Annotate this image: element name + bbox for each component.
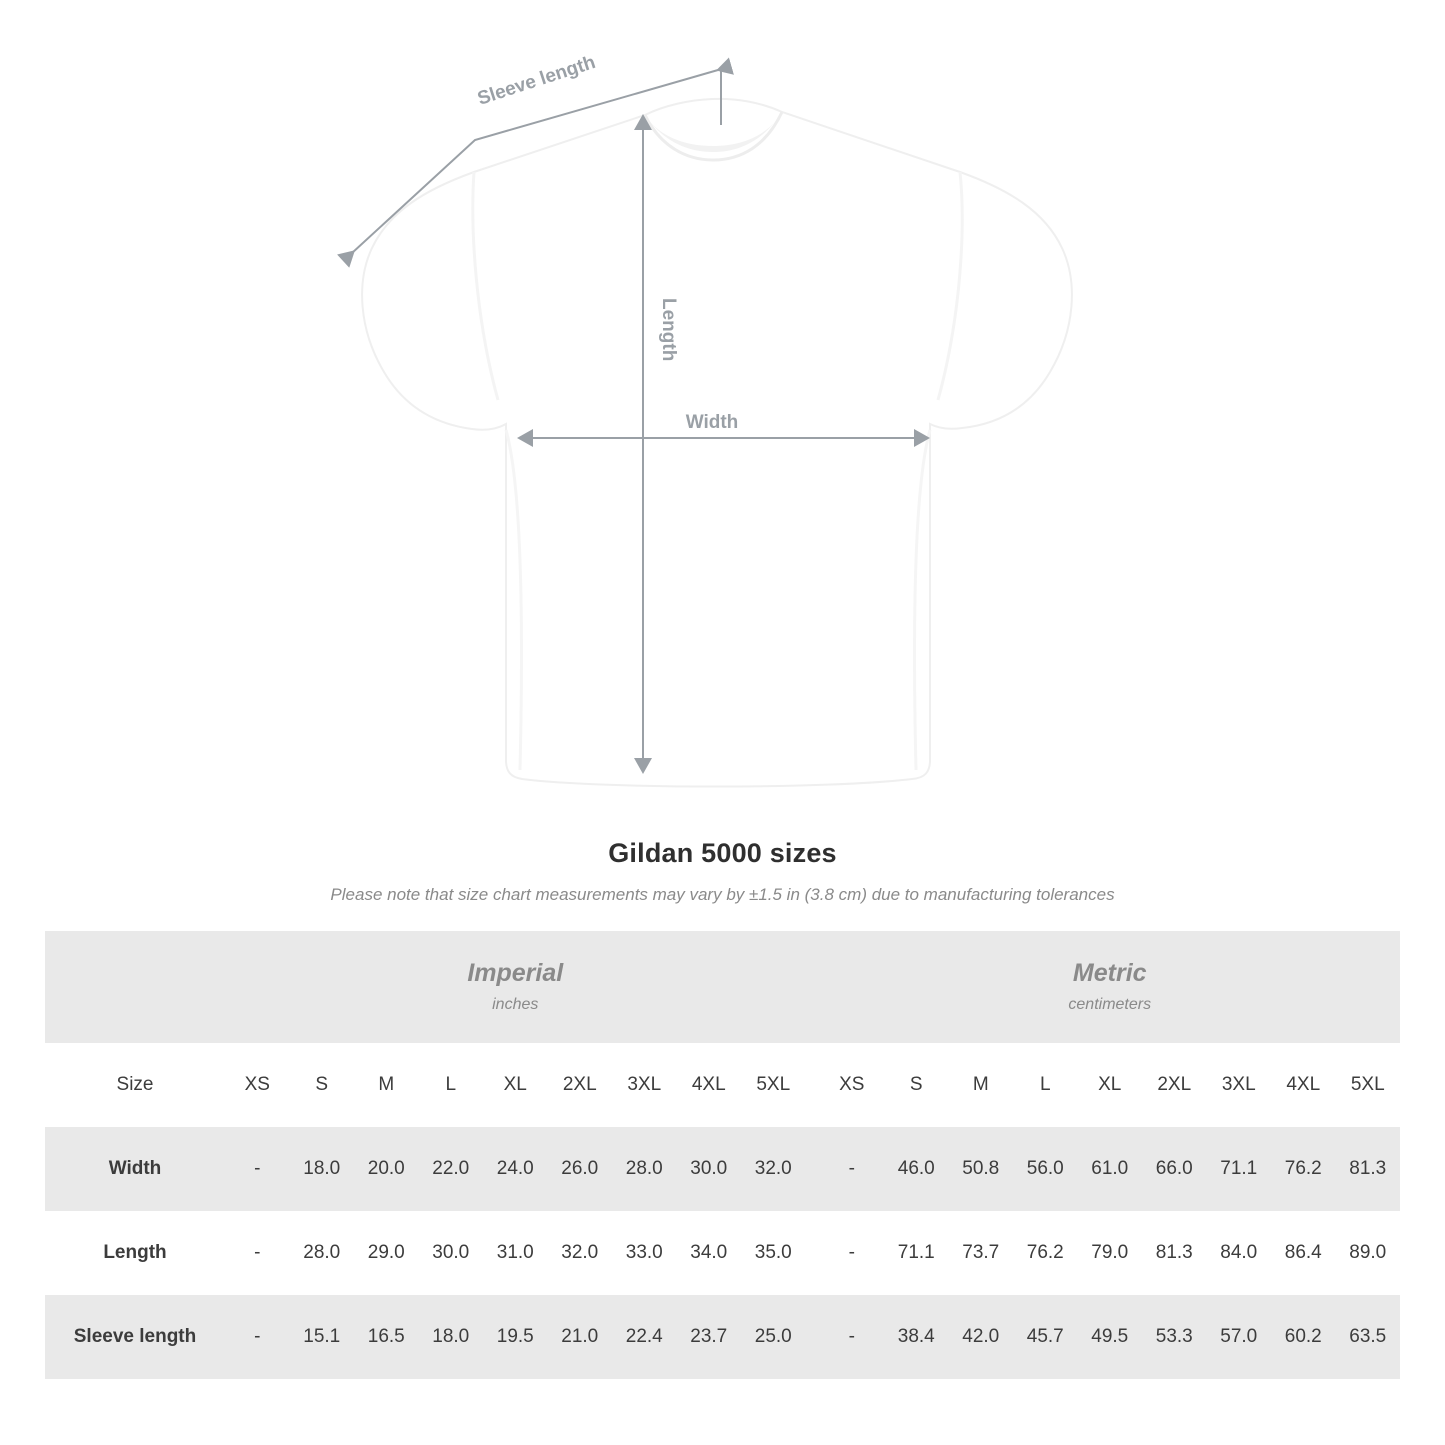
cell: 76.2 xyxy=(1013,1211,1078,1295)
sleeve-length-label: Sleeve length xyxy=(475,51,599,110)
size-col-imperial-5xl: 5XL xyxy=(741,1043,806,1127)
table-row xyxy=(45,1211,1400,1295)
size-col-imperial-4xl: 4XL xyxy=(677,1043,742,1127)
cell: 20.0 xyxy=(354,1127,419,1211)
cell: 84.0 xyxy=(1207,1211,1272,1295)
unit-header-imperial xyxy=(225,931,806,1043)
cell: 56.0 xyxy=(1013,1127,1078,1211)
size-col-metric-5xl: 5XL xyxy=(1336,1043,1401,1127)
cell: 81.3 xyxy=(1142,1211,1207,1295)
cell: 22.4 xyxy=(612,1295,677,1379)
cell: - xyxy=(225,1295,290,1379)
cell: 30.0 xyxy=(419,1211,484,1295)
cell: 60.2 xyxy=(1271,1295,1336,1379)
cell: 57.0 xyxy=(1207,1295,1272,1379)
cell: 86.4 xyxy=(1271,1211,1336,1295)
unit-sub-imperial: inches xyxy=(492,995,539,1013)
cell: 32.0 xyxy=(548,1211,613,1295)
cell: 32.0 xyxy=(741,1127,806,1211)
cell: 81.3 xyxy=(1336,1127,1401,1211)
unit-sub-metric: centimeters xyxy=(1068,995,1152,1013)
cell: 79.0 xyxy=(1078,1211,1143,1295)
size-col-metric-3xl: 3XL xyxy=(1207,1043,1272,1127)
size-col-metric-2xl: 2XL xyxy=(1142,1043,1207,1127)
size-col-gap xyxy=(806,1043,820,1127)
cell: - xyxy=(225,1127,290,1211)
size-header-row xyxy=(45,1043,1400,1127)
cell: 15.1 xyxy=(290,1295,355,1379)
table-row xyxy=(45,1127,1400,1211)
page-title: Gildan 5000 sizes xyxy=(608,838,837,868)
cell: 42.0 xyxy=(949,1295,1014,1379)
cell-gap xyxy=(806,1211,820,1295)
unit-header-row xyxy=(45,931,1400,1043)
cell: 24.0 xyxy=(483,1127,548,1211)
tshirt-shape xyxy=(362,99,1072,787)
size-header-label: Size xyxy=(45,1043,225,1127)
size-col-metric-l: L xyxy=(1013,1043,1078,1127)
cell: 29.0 xyxy=(354,1211,419,1295)
cell: 16.5 xyxy=(354,1295,419,1379)
cell: 63.5 xyxy=(1336,1295,1401,1379)
size-col-imperial-xl: XL xyxy=(483,1043,548,1127)
size-col-imperial-2xl: 2XL xyxy=(548,1043,613,1127)
cell: 38.4 xyxy=(884,1295,949,1379)
size-col-imperial-l: L xyxy=(419,1043,484,1127)
size-table xyxy=(45,931,1400,1379)
cell-gap xyxy=(806,1127,820,1211)
cell: 49.5 xyxy=(1078,1295,1143,1379)
cell: 19.5 xyxy=(483,1295,548,1379)
row-label-length: Length xyxy=(45,1211,225,1295)
cell: 23.7 xyxy=(677,1295,742,1379)
cell: 76.2 xyxy=(1271,1127,1336,1211)
cell: 21.0 xyxy=(548,1295,613,1379)
cell: 50.8 xyxy=(949,1127,1014,1211)
cell: 35.0 xyxy=(741,1211,806,1295)
cell: 34.0 xyxy=(677,1211,742,1295)
cell: 53.3 xyxy=(1142,1295,1207,1379)
unit-header-gap xyxy=(806,931,820,1043)
cell: - xyxy=(820,1127,885,1211)
row-label-width: Width xyxy=(45,1127,225,1211)
length-label: Length xyxy=(658,298,679,362)
title-block xyxy=(0,838,1445,905)
unit-header-spacer xyxy=(45,931,225,1043)
cell: 71.1 xyxy=(1207,1127,1272,1211)
size-col-metric-s: S xyxy=(884,1043,949,1127)
size-col-metric-xs: XS xyxy=(820,1043,885,1127)
table-row xyxy=(45,1295,1400,1379)
cell: - xyxy=(820,1211,885,1295)
size-col-imperial-xs: XS xyxy=(225,1043,290,1127)
cell: 33.0 xyxy=(612,1211,677,1295)
row-label-sleeve-length: Sleeve length xyxy=(45,1295,225,1379)
cell: 45.7 xyxy=(1013,1295,1078,1379)
size-col-imperial-3xl: 3XL xyxy=(612,1043,677,1127)
size-col-metric-4xl: 4XL xyxy=(1271,1043,1336,1127)
cell: 30.0 xyxy=(677,1127,742,1211)
width-label: Width xyxy=(685,412,739,433)
cell: 66.0 xyxy=(1142,1127,1207,1211)
cell: 26.0 xyxy=(548,1127,613,1211)
cell: 61.0 xyxy=(1078,1127,1143,1211)
cell: 28.0 xyxy=(612,1127,677,1211)
size-col-imperial-s: S xyxy=(290,1043,355,1127)
cell: 71.1 xyxy=(884,1211,949,1295)
cell: 46.0 xyxy=(884,1127,949,1211)
size-col-metric-xl: XL xyxy=(1078,1043,1143,1127)
cell: 18.0 xyxy=(290,1127,355,1211)
cell: - xyxy=(225,1211,290,1295)
cell: 73.7 xyxy=(949,1211,1014,1295)
tolerance-note: Please note that size chart measurements may vary by ±1.5 in (3.8 cm) due to manufacturing tolerances xyxy=(330,885,1115,904)
cell: 18.0 xyxy=(419,1295,484,1379)
cell: - xyxy=(820,1295,885,1379)
cell: 28.0 xyxy=(290,1211,355,1295)
unit-name-metric: Metric xyxy=(1072,959,1147,988)
cell: 25.0 xyxy=(741,1295,806,1379)
unit-name-imperial: Imperial xyxy=(467,959,564,988)
cell: 89.0 xyxy=(1336,1211,1401,1295)
cell: 31.0 xyxy=(483,1211,548,1295)
size-table-wrap xyxy=(45,931,1400,1379)
size-col-metric-m: M xyxy=(949,1043,1014,1127)
unit-header-metric xyxy=(820,931,1401,1043)
cell-gap xyxy=(806,1295,820,1379)
size-col-imperial-m: M xyxy=(354,1043,419,1127)
cell: 22.0 xyxy=(419,1127,484,1211)
